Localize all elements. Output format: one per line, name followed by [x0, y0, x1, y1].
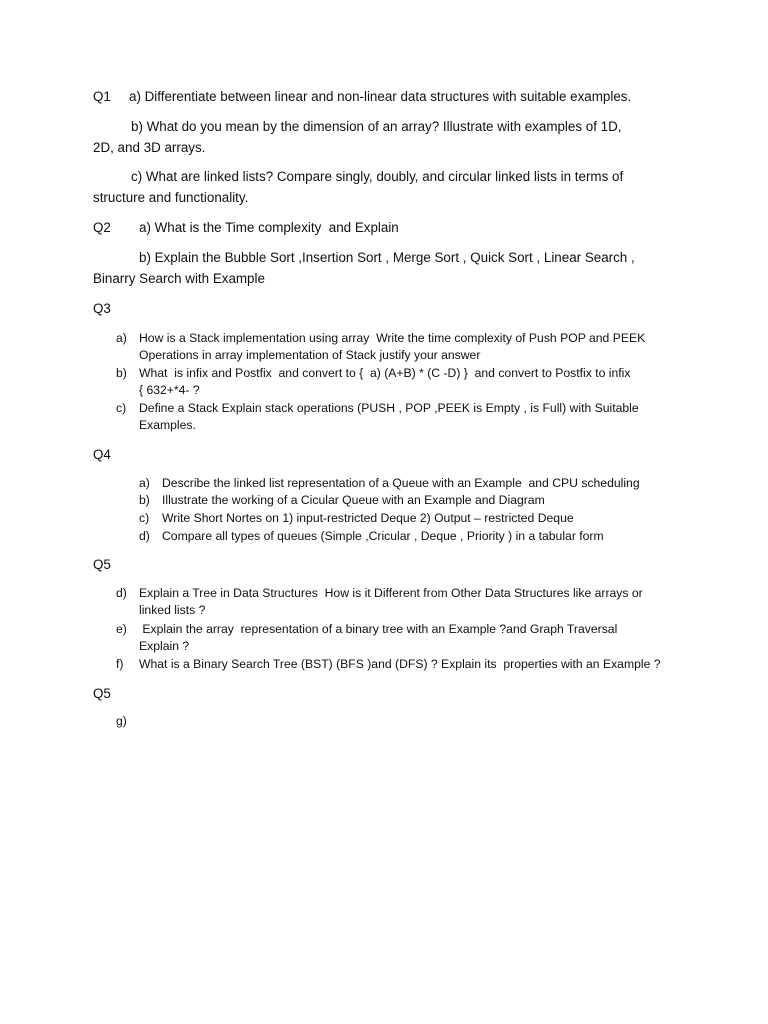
- q4-item-a-marker: a): [139, 476, 150, 490]
- q4-item-d-marker: d): [139, 529, 150, 543]
- question-label-q1: Q1: [93, 89, 111, 104]
- q3-item-b-line1: What is infix and Postfix and convert to { a) (A+B) * (C -D) } and convert to Postfix to infix: [139, 366, 631, 380]
- q5-item-d-marker: d): [116, 586, 127, 600]
- q4-item-a-text: Describe the linked list representation of a Queue with an Example and CPU scheduling: [162, 476, 640, 490]
- q1-part-c-line1: c) What are linked lists? Compare singly, doubly, and circular linked lists in terms of: [131, 169, 624, 184]
- q2-part-b-line2: Binarry Search with Example: [93, 271, 265, 286]
- q3-item-c-line2: Examples.: [139, 418, 196, 432]
- q5-second-item-g-marker: g): [116, 714, 127, 728]
- q1-part-c-line2: structure and functionality.: [93, 190, 249, 205]
- q3-item-a-marker: a): [116, 331, 127, 345]
- q5-item-d-line2: linked lists ?: [139, 603, 206, 617]
- q2-part-a: a) What is the Time complexity and Explain: [139, 220, 399, 235]
- q3-item-b-line2: { 632+*4- ?: [139, 383, 200, 397]
- question-label-q4: Q4: [93, 447, 111, 462]
- question-label-q2: Q2: [93, 220, 111, 235]
- q5-item-f-marker: f): [116, 657, 124, 671]
- q4-item-b-text: Illustrate the working of a Cicular Queue with an Example and Diagram: [162, 493, 545, 507]
- q4-item-b-marker: b): [139, 493, 150, 507]
- q4-item-d-text: Compare all types of queues (Simple ,Cricular , Deque , Priority ) in a tabular form: [162, 529, 604, 543]
- q1-part-a: a) Differentiate between linear and non-linear data structures with suitable examples.: [129, 89, 632, 104]
- question-label-q3: Q3: [93, 301, 111, 316]
- q3-item-c-line1: Define a Stack Explain stack operations (PUSH , POP ,PEEK is Empty , is Full) with Suitable: [139, 401, 639, 415]
- q3-item-b-marker: b): [116, 366, 127, 380]
- q5-item-e-line1: Explain the array representation of a binary tree with an Example ?and Graph Traversal: [139, 622, 618, 636]
- q5-item-d-line1: Explain a Tree in Data Structures How is it Different from Other Data Structures like arrays or: [139, 586, 643, 600]
- question-label-q5-second: Q5: [93, 686, 111, 701]
- q4-item-c-text: Write Short Nortes on 1) input-restricted Deque 2) Output – restricted Deque: [162, 511, 574, 525]
- q3-item-a-line2: Operations in array implementation of Stack justify your answer: [139, 348, 481, 362]
- q3-item-a-line1: How is a Stack implementation using array Write the time complexity of Push POP and PEEK: [139, 331, 646, 345]
- q5-item-e-line2: Explain ?: [139, 639, 190, 653]
- q4-item-c-marker: c): [139, 511, 150, 525]
- q1-part-b-line2: 2D, and 3D arrays.: [93, 140, 206, 155]
- q1-part-b-line1: b) What do you mean by the dimension of an array? Illustrate with examples of 1D,: [131, 119, 622, 134]
- q2-part-b-line1: b) Explain the Bubble Sort ,Insertion Sort , Merge Sort , Quick Sort , Linear Search ,: [139, 250, 635, 265]
- question-label-q5: Q5: [93, 557, 111, 572]
- q5-item-e-marker: e): [116, 622, 127, 636]
- q3-item-c-marker: c): [116, 401, 127, 415]
- q5-item-f-line1: What is a Binary Search Tree (BST) (BFS )and (DFS) ? Explain its properties with an Example ?: [139, 657, 661, 671]
